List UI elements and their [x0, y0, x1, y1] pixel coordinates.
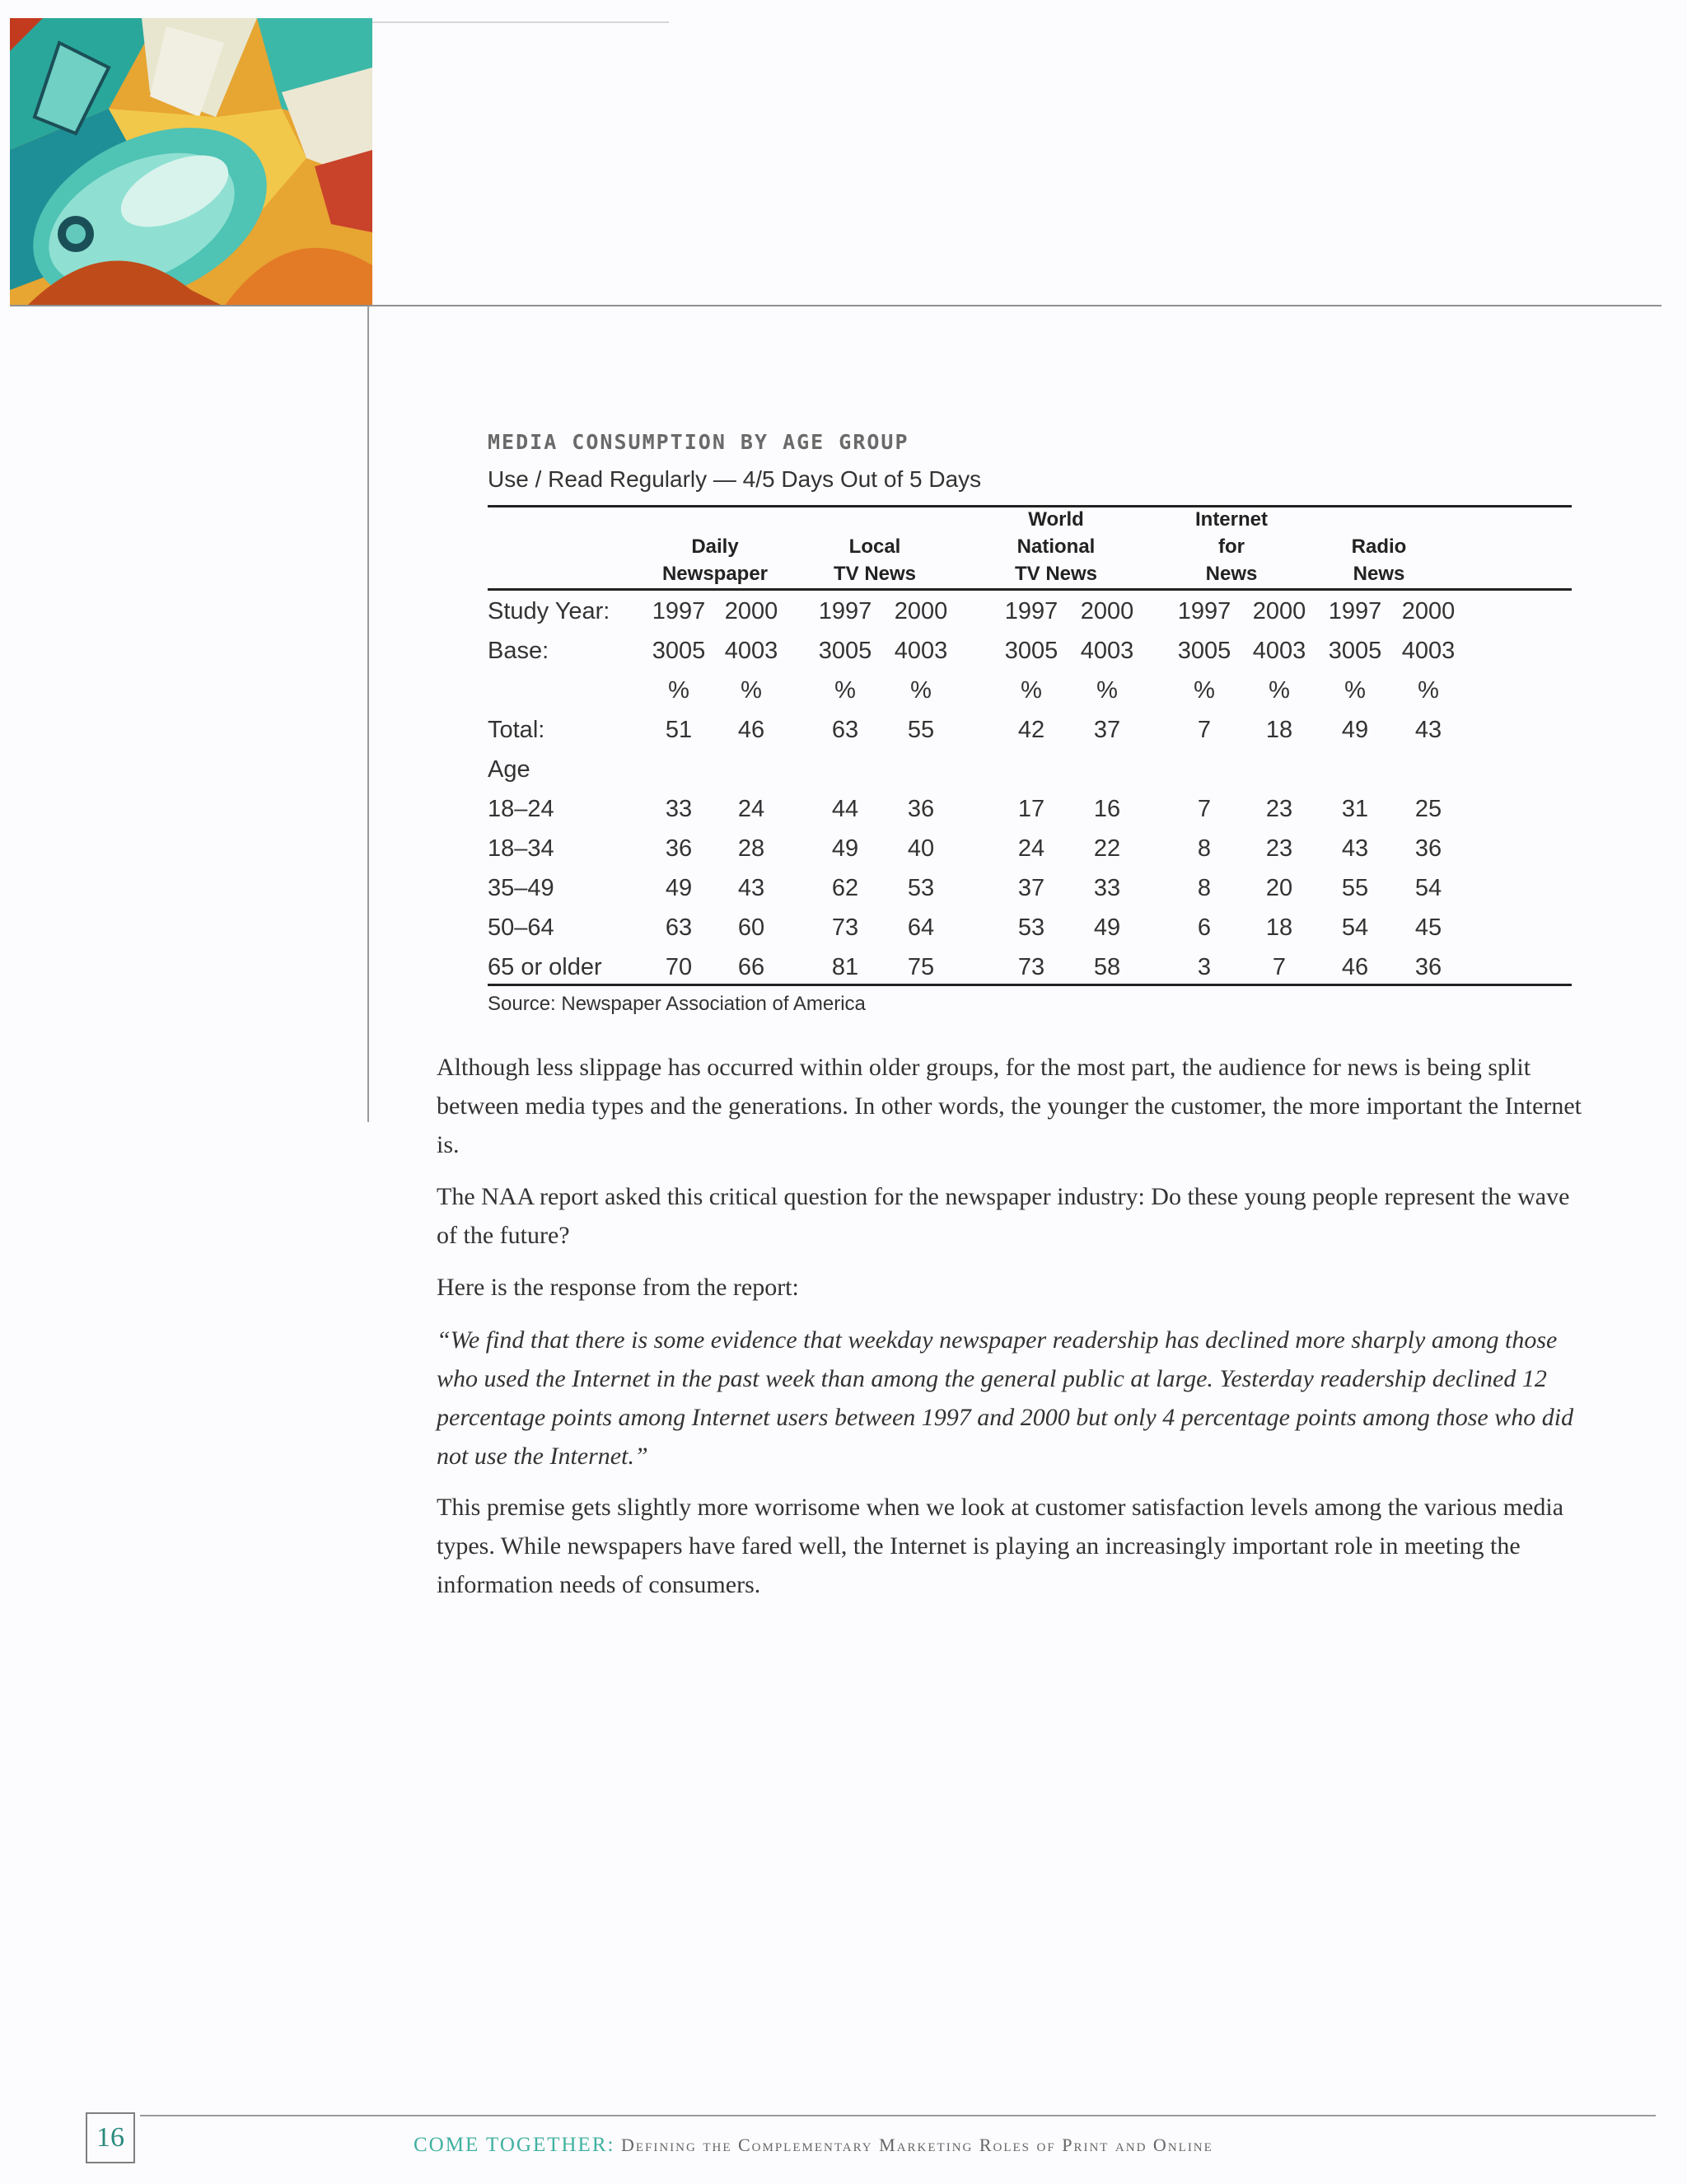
page-number: 16: [86, 2112, 135, 2163]
paragraph-2: The NAA report asked this critical question for the newspaper industry: Do these young people represent the wave of the future?: [437, 1183, 1570, 1249]
table-cell: 36: [1414, 954, 1442, 980]
table-cell: 23: [1265, 835, 1293, 862]
table-cell: 53: [907, 875, 935, 901]
column-header: TV News: [833, 563, 917, 585]
table-cell: 81: [831, 954, 859, 980]
table-cell: 44: [831, 796, 859, 822]
table-cell: %: [1021, 677, 1042, 704]
table-cell: 22: [1093, 835, 1121, 862]
table-subtitle: Use / Read Regularly — 4/5 Days Out of 5 Days: [488, 466, 982, 492]
table-cell: 49: [831, 835, 859, 862]
computer-mouse-collage-image: [10, 18, 372, 306]
table-cell: 16: [1093, 796, 1121, 822]
top-short-rule: [372, 21, 669, 23]
footer-subtitle: Defining the Complementary Marketing Roles of Print and Online: [620, 2135, 1213, 2155]
table-cell: 43: [1341, 835, 1369, 862]
row-label: 50–64: [488, 914, 554, 941]
report-quote: “We find that there is some evidence that weekday newspaper readership has declined more sharply among those who used the Internet in the past week than among the general public at large. Yesterday readership declined 12 percentage points among Internet users between 1997 and 2000 but only 4 percentage points among those who did not use the Internet.”: [437, 1326, 1574, 1470]
table-cell: 49: [1093, 914, 1121, 941]
table-cell: 7: [1272, 954, 1287, 980]
table-cell: 33: [1093, 875, 1121, 901]
table-cell: 66: [737, 954, 765, 980]
footer-brand: COME TOGETHER:: [414, 2134, 615, 2156]
table-cell: %: [741, 677, 762, 704]
table-cell: 43: [1414, 717, 1442, 743]
table-cell: %: [834, 677, 856, 704]
table-cell: 2000: [894, 598, 948, 624]
table-cell: 17: [1017, 796, 1045, 822]
column-header: News: [1205, 563, 1258, 585]
table-cell: %: [1418, 677, 1439, 704]
table-cell: 24: [1017, 835, 1045, 862]
table-cell: 3005: [1004, 638, 1058, 664]
table-cell: 2000: [1401, 598, 1456, 624]
margin-vertical-rule: [367, 306, 369, 1122]
column-header: World: [1028, 508, 1084, 531]
table-cell: 4003: [1252, 638, 1306, 664]
table-cell: 42: [1017, 717, 1045, 743]
table-cell: %: [910, 677, 932, 704]
table-cell: 4003: [724, 638, 778, 664]
table-cell: 40: [907, 835, 935, 862]
table-cell: 6: [1197, 914, 1212, 941]
table-cell: 2000: [1080, 598, 1134, 624]
table-cell: 46: [1341, 954, 1369, 980]
table-cell: 3005: [1177, 638, 1231, 664]
table-cell: 70: [665, 954, 693, 980]
row-label: Age: [488, 756, 530, 783]
table-source: Source: Newspaper Association of America: [488, 993, 866, 1015]
row-label: 18–34: [488, 835, 554, 862]
paragraph-4: This premise gets slightly more worrisome when we look at customer satisfaction levels among the various media types. While newspapers have fared well, the Internet is playing an increasingly important role in meeting the information needs of consumers.: [437, 1494, 1564, 1598]
table-cell: %: [668, 677, 689, 704]
row-label: 65 or older: [488, 954, 602, 980]
table-cell: 20: [1265, 875, 1293, 901]
table-cell: 4003: [1401, 638, 1456, 664]
table-cell: 4003: [894, 638, 948, 664]
table-cell: 53: [1017, 914, 1045, 941]
column-header: Radio: [1351, 535, 1407, 558]
table-cell: 8: [1197, 835, 1212, 862]
table-cell: 37: [1093, 717, 1121, 743]
footer-title: [414, 2134, 1213, 2157]
table-cell: 62: [831, 875, 859, 901]
table-cell: 2000: [1252, 598, 1306, 624]
table-cell: %: [1269, 677, 1290, 704]
table-cell: 36: [665, 835, 693, 862]
paragraph-1: Although less slippage has occurred within older groups, for the most part, the audience for news is being split between media types and the generations. In other words, the younger the customer, the more important the Internet is.: [437, 1054, 1582, 1158]
table-cell: 1997: [1177, 598, 1231, 624]
row-label: 18–24: [488, 796, 554, 822]
table-cell: 1997: [652, 598, 706, 624]
row-label: 35–49: [488, 875, 554, 901]
table-cell: 3005: [1328, 638, 1382, 664]
row-label: Study Year:: [488, 598, 610, 624]
table-cell: 46: [737, 717, 765, 743]
column-header: TV News: [1014, 563, 1098, 585]
table-bottom-rule: [488, 984, 1572, 986]
table-cell: 58: [1093, 954, 1121, 980]
row-label: Total:: [488, 717, 545, 743]
column-header: Local: [848, 535, 901, 558]
table-cell: 63: [665, 914, 693, 941]
row-label: Base:: [488, 638, 549, 664]
column-header: for: [1218, 535, 1245, 558]
table-cell: 55: [907, 717, 935, 743]
table-header-rule: [488, 588, 1572, 591]
column-header: Internet: [1194, 508, 1268, 531]
table-cell: 63: [831, 717, 859, 743]
table-cell: 1997: [1328, 598, 1382, 624]
footer-rule: [140, 2115, 1656, 2116]
paragraph-3: Here is the response from the report:: [437, 1274, 799, 1301]
column-header: National: [1016, 535, 1096, 558]
header-illustration: [10, 18, 372, 306]
table-cell: 33: [665, 796, 693, 822]
table-cell: %: [1194, 677, 1215, 704]
table-cell: 24: [737, 796, 765, 822]
header-rule: [10, 305, 1661, 306]
table-cell: 3005: [652, 638, 706, 664]
table-cell: 73: [831, 914, 859, 941]
table-cell: 49: [665, 875, 693, 901]
table-cell: 2000: [724, 598, 778, 624]
table-cell: 45: [1414, 914, 1442, 941]
table-cell: 28: [737, 835, 765, 862]
table-cell: 36: [1414, 835, 1442, 862]
table-cell: 7: [1197, 796, 1212, 822]
table-title: MEDIA CONSUMPTION BY AGE GROUP: [488, 430, 909, 454]
table-cell: 3: [1197, 954, 1212, 980]
table-cell: %: [1344, 677, 1366, 704]
table-cell: 49: [1341, 717, 1369, 743]
column-header: News: [1353, 563, 1405, 585]
table-cell: 25: [1414, 796, 1442, 822]
table-cell: 64: [907, 914, 935, 941]
table-cell: 37: [1017, 875, 1045, 901]
column-header: Newspaper: [661, 563, 769, 585]
table-cell: 7: [1197, 717, 1212, 743]
table-cell: 1997: [818, 598, 872, 624]
table-cell: 8: [1197, 875, 1212, 901]
table-cell: 75: [907, 954, 935, 980]
table-cell: 4003: [1080, 638, 1134, 664]
table-cell: 31: [1341, 796, 1369, 822]
table-cell: 36: [907, 796, 935, 822]
table-cell: %: [1096, 677, 1118, 704]
table-cell: 73: [1017, 954, 1045, 980]
table-cell: 54: [1414, 875, 1442, 901]
table-cell: 18: [1265, 914, 1293, 941]
table-cell: 60: [737, 914, 765, 941]
table-cell: 43: [737, 875, 765, 901]
column-header: Daily: [691, 535, 739, 558]
table-cell: 55: [1341, 875, 1369, 901]
table-cell: 1997: [1004, 598, 1058, 624]
table-cell: 54: [1341, 914, 1369, 941]
table-cell: 3005: [818, 638, 872, 664]
table-cell: 51: [665, 717, 693, 743]
table-cell: 23: [1265, 796, 1293, 822]
table-cell: 18: [1265, 717, 1293, 743]
